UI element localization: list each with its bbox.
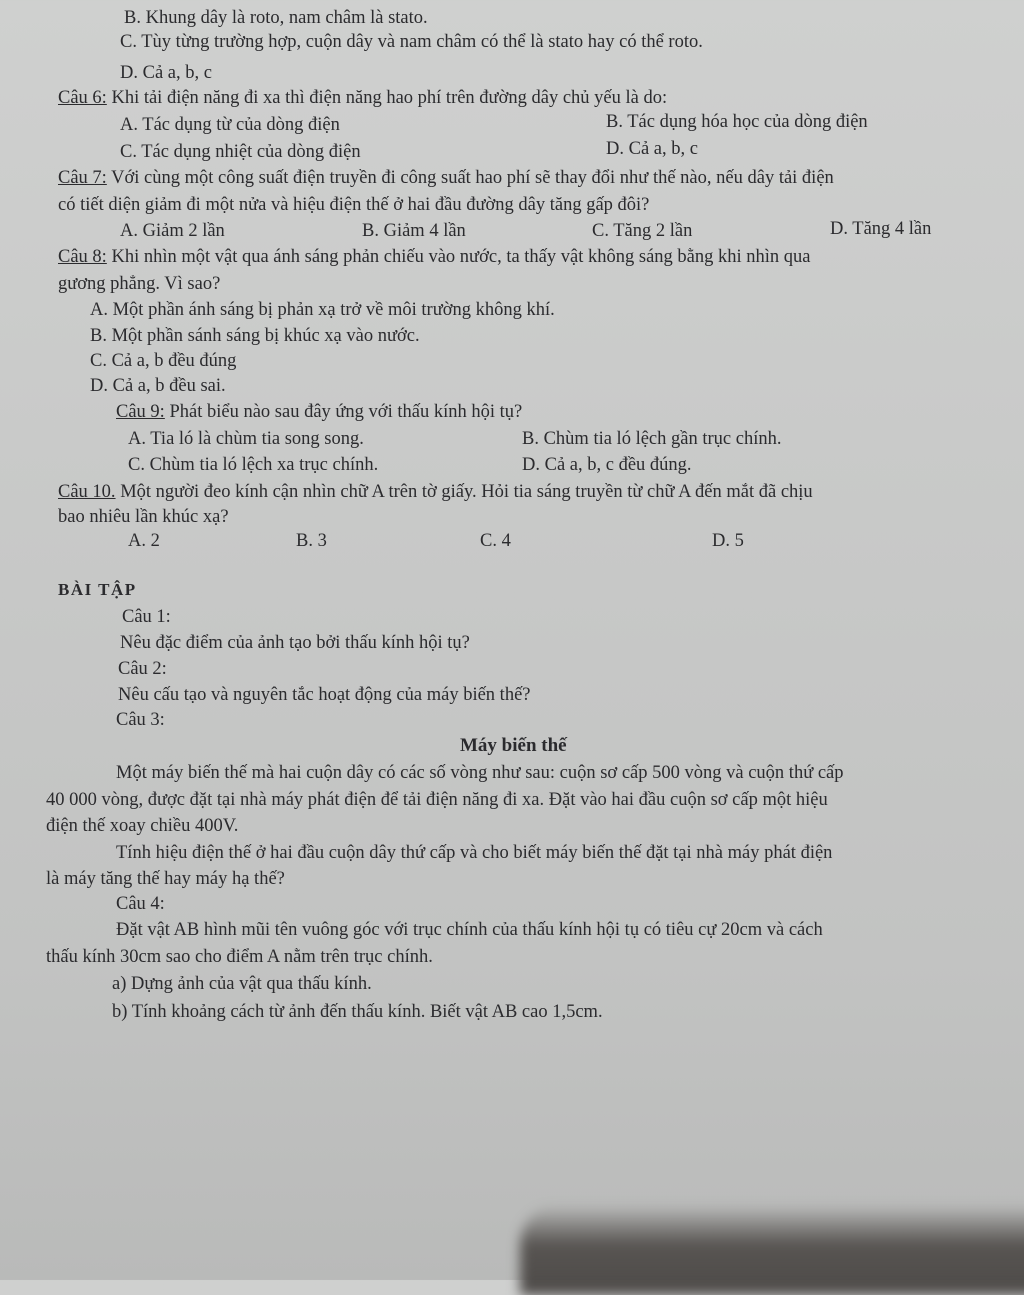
exercise-3-label: Câu 3:: [116, 710, 165, 730]
q9-option-c: C. Chùm tia ló lệch xa trục chính.: [128, 455, 379, 475]
q6-option-b: B. Tác dụng hóa học của dòng điện: [606, 112, 868, 132]
page-shadow: [520, 1205, 1024, 1295]
q8-option-a: A. Một phần ánh sáng bị phản xạ trở về môi trường không khí.: [90, 300, 555, 320]
exercise-4-label: Câu 4:: [116, 894, 165, 914]
exercise-2-text: Nêu cấu tạo và nguyên tắc hoạt động của máy biến thế?: [118, 685, 531, 705]
q10: [58, 480, 813, 504]
exercise-4-para-line2: thấu kính 30cm sao cho điểm A nằm trên trục chính.: [46, 947, 433, 967]
q6: [58, 86, 667, 110]
q9-label: Câu 9:: [116, 402, 165, 422]
q7-text-2: có tiết diện giảm đi một nửa và hiệu điện thế ở hai đầu đường dây tăng gấp đôi?: [58, 195, 650, 215]
q7-option-b: B. Giảm 4 lần: [362, 221, 466, 241]
q7-option-d: D. Tăng 4 lần: [830, 219, 932, 239]
q10-option-c: C. 4: [480, 531, 511, 551]
q9-option-b: B. Chùm tia ló lệch gần trục chính.: [522, 429, 782, 449]
exercise-3-para1-line1: Một máy biến thế mà hai cuộn dây có các số vòng như sau: cuộn sơ cấp 500 vòng và cuộn thứ cấp: [116, 763, 844, 783]
q5-option-d: D. Cả a, b, c: [120, 63, 212, 83]
q10-label: Câu 10.: [58, 482, 116, 502]
q9-option-d: D. Cả a, b, c đều đúng.: [522, 455, 692, 475]
exercise-1-text: Nêu đặc điểm của ảnh tạo bởi thấu kính hội tụ?: [120, 633, 470, 653]
q8-option-b: B. Một phần sánh sáng bị khúc xạ vào nước.: [90, 326, 420, 346]
q6-option-a: A. Tác dụng từ của dòng điện: [120, 115, 340, 135]
q9-text: Phát biểu nào sau đây ứng với thấu kính hội tụ?: [169, 402, 523, 422]
q6-text: Khi tải điện năng đi xa thì điện năng hao phí trên đường dây chủ yếu là do:: [111, 88, 668, 108]
q10-option-d: D. 5: [712, 531, 744, 551]
q8: [58, 245, 810, 269]
q10-option-b: B. 3: [296, 531, 327, 551]
q9-option-a: A. Tia ló là chùm tia song song.: [128, 429, 364, 449]
q8-option-c: C. Cả a, b đều đúng: [90, 351, 237, 371]
exercise-1-label: Câu 1:: [122, 607, 171, 627]
exercises-heading: BÀI TẬP: [58, 580, 137, 599]
q5-option-b: B. Khung dây là roto, nam châm là stato.: [124, 8, 428, 28]
q6-label: Câu 6:: [58, 88, 107, 108]
q7-label: Câu 7:: [58, 168, 107, 188]
q7-text-1: Với cùng một công suất điện truyền đi công suất hao phí sẽ thay đổi như thế nào, nếu dây tải điện: [111, 168, 834, 188]
exercise-3-para2-line2: là máy tăng thế hay máy hạ thế?: [46, 869, 285, 889]
q10-option-a: A. 2: [128, 531, 160, 551]
exercise-2-label: Câu 2:: [118, 659, 167, 679]
exercise-3-para1-line3: điện thế xoay chiều 400V.: [46, 816, 239, 836]
q5-option-c: C. Tùy từng trường hợp, cuộn dây và nam châm có thể là stato hay có thể roto.: [120, 32, 703, 52]
exercise-3-para1-line2: 40 000 vòng, được đặt tại nhà máy phát điện để tải điện năng đi xa. Đặt vào hai đầu cuộn sơ cấp một hiệu: [46, 790, 828, 810]
q8-text-1: Khi nhìn một vật qua ánh sáng phản chiếu vào nước, ta thấy vật không sáng bằng khi nhìn qua: [111, 247, 811, 267]
exercise-4-part-b: b) Tính khoảng cách từ ảnh đến thấu kính. Biết vật AB cao 1,5cm.: [112, 1002, 603, 1022]
exercise-3-para2-line1: Tính hiệu điện thế ở hai đầu cuộn dây thứ cấp và cho biết máy biến thế đặt tại nhà máy phát điện: [116, 843, 833, 863]
exercise-4-para-line1: Đặt vật AB hình mũi tên vuông góc với trục chính của thấu kính hội tụ có tiêu cự 20cm và cách: [116, 920, 823, 940]
q7: [58, 166, 834, 190]
q9: [116, 400, 522, 424]
exercise-3-title: Máy biến thế: [460, 735, 567, 756]
q10-text-1: Một người đeo kính cận nhìn chữ A trên tờ giấy. Hỏi tia sáng truyền từ chữ A đến mắt đã chịu: [120, 482, 813, 502]
q7-option-c: C. Tăng 2 lần: [592, 221, 693, 241]
q7-option-a: A. Giảm 2 lần: [120, 221, 225, 241]
q8-label: Câu 8:: [58, 247, 107, 267]
q6-option-d: D. Cả a, b, c: [606, 139, 698, 159]
q10-text-2: bao nhiêu lần khúc xạ?: [58, 507, 229, 527]
q6-option-c: C. Tác dụng nhiệt của dòng điện: [120, 142, 361, 162]
exercise-4-part-a: a) Dựng ảnh của vật qua thấu kính.: [112, 974, 372, 994]
q8-option-d: D. Cả a, b đều sai.: [90, 376, 226, 396]
q8-text-2: gương phẳng. Vì sao?: [58, 274, 221, 294]
